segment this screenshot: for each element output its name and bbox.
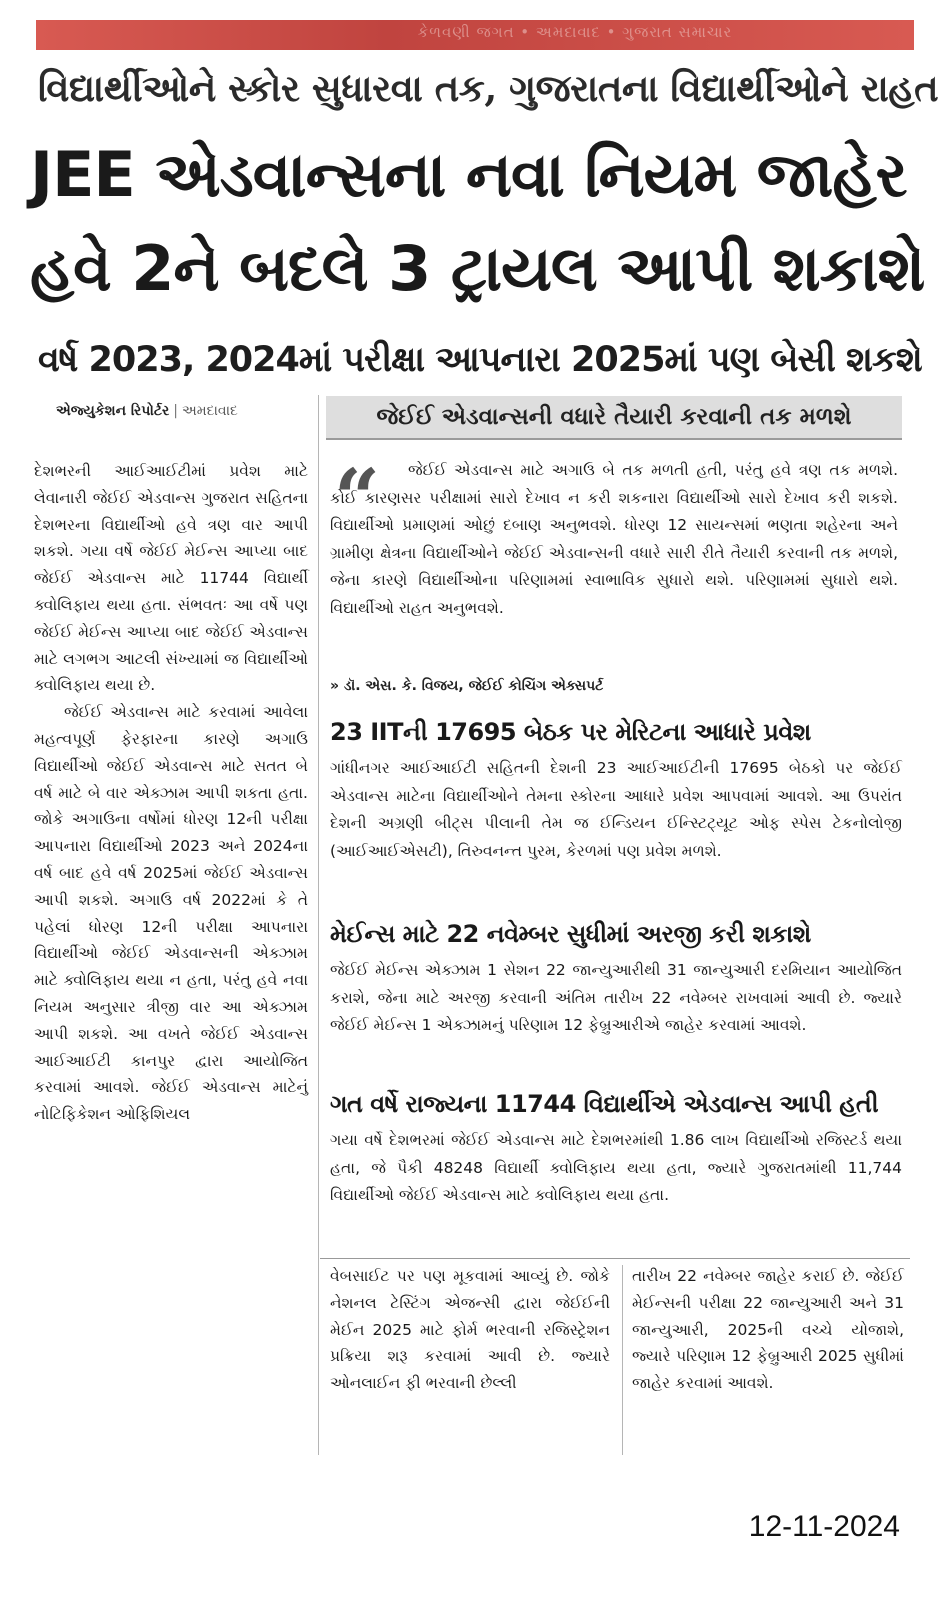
box-title: જેઈઈ એડવાન્સની વધારે તૈયારી કરવાની તક મળશે: [326, 396, 902, 440]
headline-line-1: JEE એડવાન્સના નવા નિયમ જાહેર: [30, 138, 907, 211]
section-heading-iit-seats: 23 IITની 17695 બેઠક પર મેરિટના આધારે પ્રવેશ: [330, 718, 811, 746]
byline-city: અમદાવાદ: [181, 403, 238, 419]
masthead-band: [36, 20, 914, 50]
left-column: [34, 458, 308, 1128]
headline-line-2: હવે 2ને બદલે 3 ટ્રાયલ આપી શકાશે: [30, 232, 925, 305]
byline-reporter: એજ્યુકેશન રિપોર્ટર: [56, 403, 170, 419]
left-paragraph-1: દેશભરની આઈઆઈટીમાં પ્રવેશ માટે લેવાનારી જેઈઈ એડવાન્સ ગુજરાત સહિતના દેશભરના વિદ્યાર્થીઓ હવે ત્રણ વાર આપી શકશે. ગયા વર્ષે જેઈઈ મેઈન્સ આપ્યા બાદ જેઈઈ એડવાન્સ માટે 11744 વિદ્યાર્થી ક્વોલિફાય થયા હતા. સંભવતઃ આ વર્ષે પણ જેઈઈ મેઈન્સ આપ્યા બાદ જેઈઈ એડવાન્સ માટે લગભગ આટલી સંખ્યામાં જ વિદ્યાર્થીઓ ક્વોલિફાય થયા છે.: [34, 462, 308, 695]
section-body-mains-deadline: જેઈઈ મેઈન્સ એક્ઝામ 1 સેશન 22 જાન્યુઆરીથી 31 જાન્યુઆરી દરમિયાન આયોજિત કરાશે, જેના માટે અરજી કરવાની અંતિમ તારીખ 22 નવેમ્બર રાખવામાં આવી છે. જ્યારે જેઈઈ મેઈન્સ 1 એક્ઝામનું પરિણામ 12 ફેબ્રુઆરીએ જાહેર કરવામાં આવશે.: [330, 961, 902, 1034]
section-heading-mains-deadline: મેઈન્સ માટે 22 નવેમ્બર સુધીમાં અરજી કરી શકાશે: [330, 920, 811, 948]
masthead-band-text: કેળવણી જગત • અમદાવાદ • ગુજરાત સમાચાર: [417, 23, 733, 41]
quote-mark-icon: “: [334, 451, 381, 545]
bottom-column-divider: [622, 1265, 623, 1455]
expert-quote-text: જેઈઈ એડવાન્સ માટે અગાઉ બે તક મળતી હતી, પરંતુ હવે ત્રણ તક મળશે. કોઈ કારણસર પરીક્ષામાં સારો દેખાવ ન કરી શકનારા વિદ્યાર્થીઓ સારો દેખાવ કરી શકશે. વિદ્યાર્થીઓ પ્રમાણમાં ઓછું દબાણ અનુભવશે. ધોરણ 12 સાયન્સમાં ભણતા શહેરના અને ગ્રામીણ ક્ષેત્રના વિદ્યાર્થીઓને જેઈઈ એડવાન્સની વધારે સારી રીતે તૈયારી કરવાની તક મળશે, જેના કારણે વિદ્યાર્થીઓના પરિણામમાં સ્વાભાવિક સુધારો થશે. પરિણામમાં સુધારો થશે. વિદ્યાર્થીઓ રાહત અનુભવશે.: [330, 461, 898, 617]
column-divider: [318, 395, 319, 1455]
bottom-column-1-text: વેબસાઈટ પર પણ મૂકવામાં આવ્યું છે. જોકે નેશનલ ટેસ્ટિંગ એજન્સી દ્વારા જેઈઈની મેઈન 2025 માટે ફોર્મ ભરવાની રજિસ્ટ્રેશન પ્રક્રિયા શરૂ કરવામાં આવી છે. જ્યારે ઓનલાઈન ફી ભરવાની છેલ્લી: [330, 1267, 610, 1393]
section-body-iit-seats: ગાંધીનગર આઈઆઈટી સહિતની દેશની 23 આઈઆઈટીની 17695 બેઠકો પર જેઈઈ એડવાન્સ માટેના વિદ્યાર્થીઓને તેમના સ્કોરના આધારે પ્રવેશ આપવામાં આવશે. આ ઉપરાંત દેશની અગ્રણી બીટ્સ પીલાની તેમ જ ઈન્ડિયન ઈન્સ્ટિટ્યૂટ ઓફ સ્પેસ ટેકનોલોજી (આઈઆઈએસટી), તિરુવનન્ત પુરમ, કેરળમાં પણ પ્રવેશ મળશે.: [330, 759, 902, 860]
kicker-headline: વિદ્યાર્થીઓને સ્કોર સુધારવા તક, ગુજરાતના વિદ્યાર્થીઓને રાહત: [38, 66, 939, 110]
byline-separator: |: [173, 403, 178, 419]
section-body-last-year: ગયા વર્ષે દેશભરમાં જેઈઈ એડવાન્સ માટે દેશભરમાંથી 1.86 લાખ વિદ્યાર્થીઓ રજિસ્ટર્ડ થયા હતા, જે પૈકી 48248 વિદ્યાર્થી ક્વોલિફાય થયા હતા, જ્યારે ગુજરાતમાંથી 11,744 વિદ્યાર્થીઓ જેઈઈ એડવાન્સ માટે ક્વોલિફાય થયા હતા.: [330, 1131, 902, 1204]
publication-date: 12-11-2024: [748, 1510, 900, 1543]
byline: [56, 403, 238, 419]
sub-headline: વર્ષ 2023, 2024માં પરીક્ષા આપનારા 2025માં પણ બેસી શકશે: [38, 340, 922, 380]
expert-quote-attribution: » ડૉ. એસ. કે. વિજય, જેઈઈ કોચિંગ એક્સપર્ટ: [330, 678, 604, 694]
bottom-column-2: [632, 1263, 904, 1397]
bottom-column-1: [330, 1263, 610, 1397]
section-divider: [320, 1258, 910, 1259]
section-heading-last-year: ગત વર્ષે રાજ્યના 11744 વિદ્યાર્થીએ એડવાન્સ આપી હતી: [330, 1090, 879, 1118]
left-paragraph-2: જેઈઈ એડવાન્સ માટે કરવામાં આવેલા મહત્વપૂર્ણ ફેરફારના કારણે અગાઉ વિદ્યાર્થીઓ જેઈઈ એડવાન્સ માટે સતત બે વર્ષ માટે બે વાર એક્ઝામ આપી શકતા હતા. જોકે અગાઉના વર્ષોમાં ધોરણ 12ની પરીક્ષા આપનારા વિદ્યાર્થીઓ 2023 અને 2024ના વર્ષ બાદ હવે વર્ષ 2025માં જેઈઈ એડવાન્સ આપી શકશે. અગાઉ વર્ષ 2022માં કે તે પહેલાં ધોરણ 12ની પરીક્ષા આપનારા વિદ્યાર્થીઓ જેઈઈ એડવાન્સની એક્ઝામ માટે ક્વોલિફાય થયા ન હતા, પરંતુ હવે નવા નિયમ અનુસાર ત્રીજી વાર આ એક્ઝામ આપી શકશે. આ વખતે જેઈઈ એડવાન્સ આઈઆઈટી કાનપુર દ્વારા આયોજિત કરવામાં આવશે. જેઈઈ એડવાન્સ માટેનું નોટિફિકેશન ઓફિશિયલ: [34, 703, 308, 1124]
bottom-column-2-text: તારીખ 22 નવેમ્બર જાહેર કરાઈ છે. જેઈઈ મેઈન્સની પરીક્ષા 22 જાન્યુઆરી અને 31 જાન્યુઆરી, 2025ની વચ્ચે યોજાશે, જ્યારે પરિણામ 12 ફેબ્રુઆરી 2025 સુધીમાં જાહેર કરવામાં આવશે.: [632, 1267, 904, 1393]
